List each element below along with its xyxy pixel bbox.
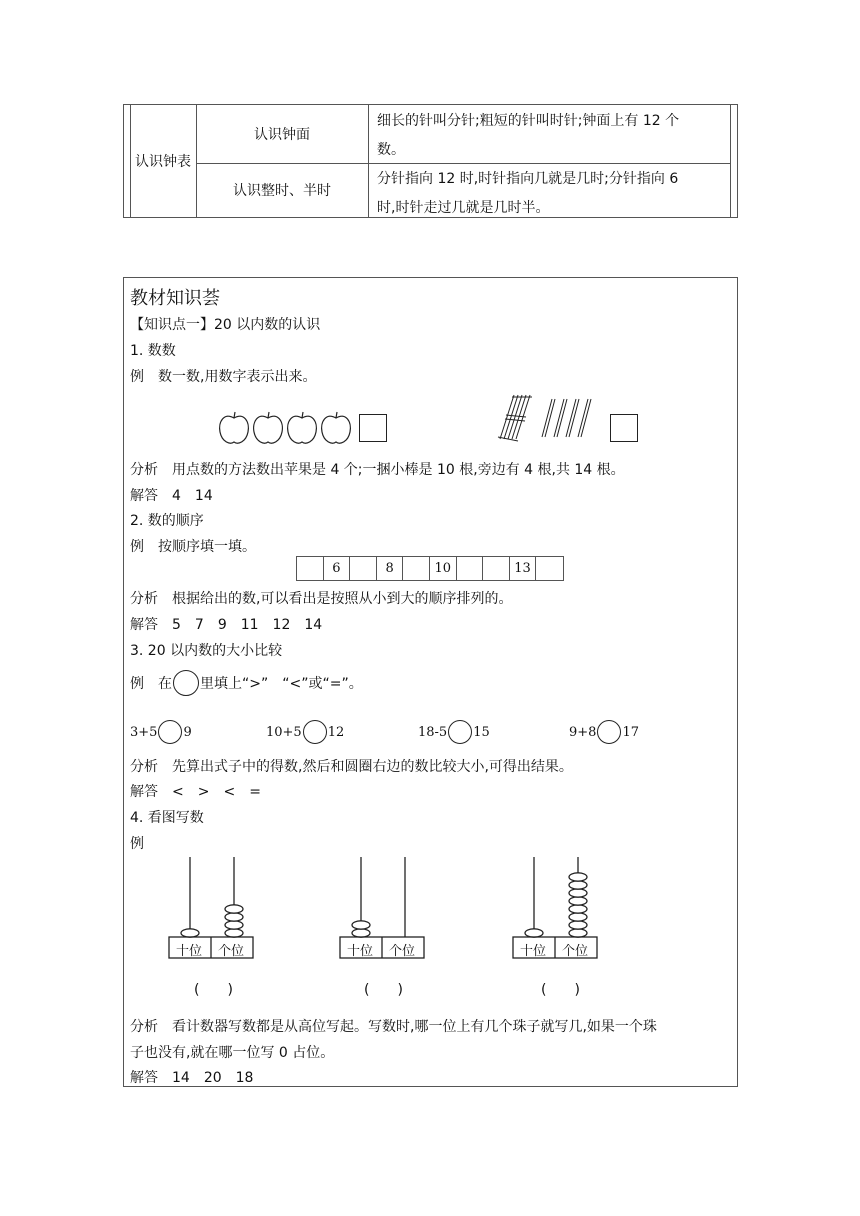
abacus-ones-label: 个位 bbox=[389, 944, 416, 959]
apple-icon bbox=[322, 412, 351, 443]
apple-icon bbox=[220, 412, 249, 443]
item-heading: 1. 数数 bbox=[130, 343, 176, 359]
table-category: 认识钟表 bbox=[135, 154, 191, 170]
desc-line: 数。 bbox=[377, 142, 405, 158]
stick-icon bbox=[554, 399, 567, 437]
comparison-item bbox=[569, 720, 639, 744]
answer-box bbox=[359, 414, 387, 442]
abacus-tens-label: 十位 bbox=[347, 944, 374, 959]
section-title: 教材知识荟 bbox=[130, 288, 220, 309]
desc-line: 时,时针走过几就是几时半。 bbox=[377, 200, 550, 216]
comparison-item bbox=[266, 720, 344, 744]
sequence-cell bbox=[297, 557, 324, 580]
circle-blank bbox=[158, 720, 182, 744]
abacus-tens-label: 十位 bbox=[176, 944, 203, 959]
sticks-figure bbox=[494, 393, 604, 443]
circle-blank bbox=[597, 720, 621, 744]
circle-blank bbox=[173, 670, 199, 696]
answer-blank: ( ) bbox=[364, 982, 403, 998]
sequence-cell bbox=[403, 557, 430, 580]
circle-blank bbox=[448, 720, 472, 744]
stick-icon bbox=[578, 399, 591, 437]
example-text: 例 按顺序填一填。 bbox=[130, 539, 256, 555]
desc-line: 分针指向 12 时,时针指向几就是几时;分针指向 6 bbox=[377, 171, 679, 187]
comparison-right: 15 bbox=[473, 724, 490, 740]
example-text bbox=[130, 670, 363, 696]
answer-box bbox=[610, 414, 638, 442]
item-heading: 2. 数的顺序 bbox=[130, 513, 204, 529]
desc-line: 细长的针叫分针;粗短的针叫时针;钟面上有 12 个 bbox=[377, 113, 680, 129]
answer-blank: ( ) bbox=[541, 982, 580, 998]
stick-icon bbox=[542, 399, 555, 437]
answer-text: 解答 4 14 bbox=[130, 488, 213, 504]
clock-summary-table bbox=[123, 104, 738, 218]
example-prefix: 例 在 bbox=[130, 676, 172, 692]
apple-icon bbox=[288, 412, 317, 443]
answer-text: 解答 14 20 18 bbox=[130, 1070, 254, 1086]
comparison-right: 17 bbox=[622, 724, 639, 740]
sequence-cell bbox=[350, 557, 377, 580]
analysis-text: 分析 根据给出的数,可以看出是按照从小到大的顺序排列的。 bbox=[130, 591, 513, 607]
analysis-text: 分析 先算出式子中的得数,然后和圆圈右边的数比较大小,可得出结果。 bbox=[130, 759, 573, 775]
comparison-left: 3+5 bbox=[130, 724, 158, 740]
stick-icon bbox=[566, 399, 579, 437]
sequence-cell: 6 bbox=[324, 557, 351, 580]
comparison-left: 9+8 bbox=[569, 724, 597, 740]
analysis-text: 子也没有,就在哪一位写 0 占位。 bbox=[130, 1045, 335, 1061]
answer-text: 解答 < > < = bbox=[130, 784, 261, 800]
sequence-cell: 13 bbox=[510, 557, 537, 580]
table-desc-hours bbox=[377, 165, 678, 223]
abacus-ones-label: 个位 bbox=[218, 944, 245, 959]
comparison-right: 12 bbox=[327, 724, 345, 740]
example-suffix: 里填上“>” “<”或“=”。 bbox=[200, 676, 363, 692]
apples-figure bbox=[218, 410, 358, 446]
sequence-cell: 10 bbox=[430, 557, 457, 580]
example-text: 例 数一数,用数字表示出来。 bbox=[130, 369, 317, 385]
stick-bundle-icon bbox=[498, 395, 532, 441]
comparison-left: 18-5 bbox=[418, 724, 448, 740]
circle-blank bbox=[303, 720, 327, 744]
example-text: 例 bbox=[130, 836, 144, 852]
comparison-left: 10+5 bbox=[266, 724, 302, 740]
sequence-cell: 8 bbox=[377, 557, 404, 580]
comparison-right: 9 bbox=[183, 724, 192, 740]
answer-text: 解答 5 7 9 11 12 14 bbox=[130, 617, 323, 633]
sequence-cell bbox=[483, 557, 510, 580]
table-topic-clockface: 认识钟面 bbox=[254, 127, 310, 143]
sequence-cell bbox=[457, 557, 484, 580]
abacus-ones-label: 个位 bbox=[562, 944, 589, 959]
analysis-text: 分析 看计数器写数都是从高位写起。写数时,哪一位上有几个珠子就写几,如果一个珠 bbox=[130, 1019, 657, 1035]
apple-icon bbox=[254, 412, 283, 443]
item-heading: 3. 20 以内数的大小比较 bbox=[130, 643, 283, 659]
answer-blank: ( ) bbox=[194, 982, 233, 998]
item-heading: 4. 看图写数 bbox=[130, 810, 204, 826]
knowledge-point-heading: 【知识点一】20 以内数的认识 bbox=[130, 317, 321, 333]
abacus-tens-label: 十位 bbox=[520, 944, 547, 959]
table-topic-hours: 认识整时、半时 bbox=[233, 183, 331, 199]
sequence-table bbox=[296, 556, 564, 581]
sequence-cell bbox=[536, 557, 563, 580]
comparison-item bbox=[130, 720, 192, 744]
table-desc-clockface bbox=[377, 107, 679, 165]
comparison-item bbox=[418, 720, 490, 744]
analysis-text: 分析 用点数的方法数出苹果是 4 个;一捆小棒是 10 根,旁边有 4 根,共 14 根。 bbox=[130, 462, 625, 478]
